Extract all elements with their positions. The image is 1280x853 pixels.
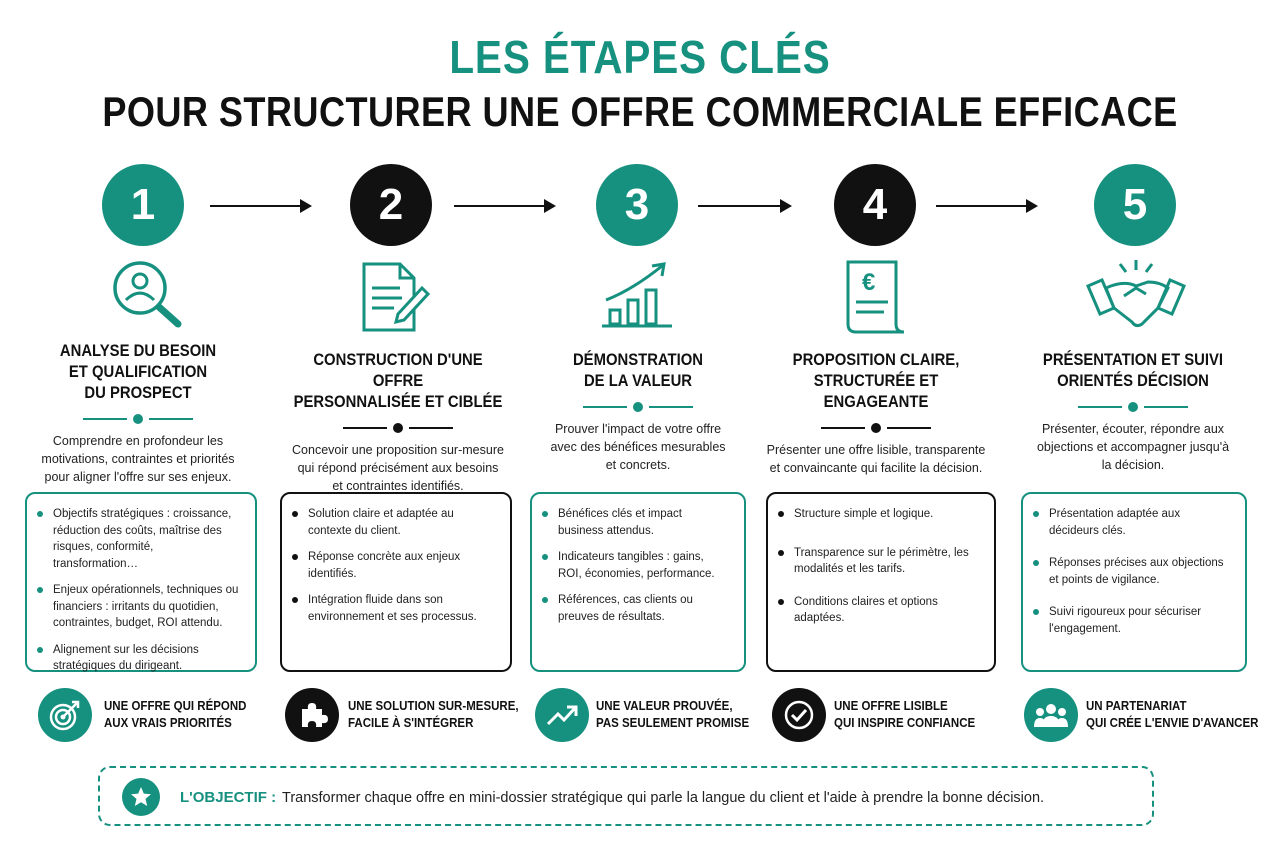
step-1-number: 1 bbox=[102, 164, 184, 246]
list-item: Solution claire et adaptée au contexte du client. bbox=[300, 506, 496, 539]
arrow-2-3 bbox=[454, 205, 554, 207]
step-2-column bbox=[280, 350, 516, 495]
step-5-badge-text: UN PARTENARIAT QUI CRÉE L'ENVIE D'AVANCER bbox=[1086, 699, 1259, 730]
list-item: Enjeux opérationnels, techniques ou financiers : irritants du quotidien, contraintes, budget, ROI attendu. bbox=[45, 582, 241, 632]
step-2-description: Concevoir une proposition sur-mesure qui répond précisément aux besoins et contraintes identifiés. bbox=[292, 443, 504, 493]
step-3-column bbox=[520, 350, 756, 474]
step-3-divider bbox=[583, 402, 693, 412]
arrow-3-4 bbox=[698, 205, 790, 207]
step-4-description: Présenter une offre lisible, transparente et convaincante qui facilite la décision. bbox=[766, 443, 986, 475]
step-1-divider bbox=[83, 414, 193, 424]
step-4-divider bbox=[821, 423, 931, 433]
step-1-badge-text: UNE OFFRE QUI RÉPOND AUX VRAIS PRIORITÉS bbox=[104, 699, 247, 730]
step-4-badge-text: UNE OFFRE LISIBLE QUI INSPIRE CONFIANCE bbox=[834, 699, 976, 730]
star-icon bbox=[122, 778, 160, 816]
list-item: Indicateurs tangibles : gains, ROI, économies, performance. bbox=[550, 549, 730, 582]
step-2-badge-text: UNE SOLUTION SUR-MESURE, FACILE À S'INTÉGRER bbox=[348, 699, 519, 730]
step-5-title: PRÉSENTATION ET SUIVI ORIENTÉS DÉCISION bbox=[1042, 351, 1224, 390]
trend-up-icon bbox=[535, 688, 589, 742]
step-1-title: ANALYSE DU BESOIN ET QUALIFICATION DU PROSPECT bbox=[59, 342, 217, 402]
list-item: Réponse concrète aux enjeux identifiés. bbox=[300, 549, 496, 582]
step-3-title: DÉMONSTRATION DE LA VALEUR bbox=[572, 351, 704, 390]
step-5-description: Présenter, écouter, répondre aux objections et accompagner jusqu'à la décision. bbox=[1036, 422, 1230, 472]
title-line-1: LES ÉTAPES CLÉS bbox=[449, 31, 831, 83]
step-1-description: Comprendre en profondeur les motivations, contraintes et priorités pour aligner l'offre sur ses enjeux. bbox=[41, 434, 235, 484]
list-item: Réponses précises aux objections et points de vigilance. bbox=[1041, 555, 1231, 588]
step-2-divider bbox=[343, 423, 453, 433]
step-5-divider bbox=[1078, 402, 1188, 412]
list-item: Références, cas clients ou preuves de résultats. bbox=[550, 592, 730, 625]
objective-box bbox=[98, 766, 1154, 826]
step-3-bullets bbox=[530, 492, 746, 672]
step-4-title: PROPOSITION CLAIRE, STRUCTURÉE ET ENGAGEANTE bbox=[792, 351, 960, 411]
objective-label: L'OBJECTIF : bbox=[180, 789, 277, 806]
list-item: Présentation adaptée aux décideurs clés. bbox=[1041, 506, 1231, 539]
list-item: Conditions claires et options adaptées. bbox=[786, 594, 980, 627]
list-item: Transparence sur le périmètre, les modalités et les tarifs. bbox=[786, 545, 980, 578]
title-line-2: POUR STRUCTURER UNE OFFRE COMMERCIALE EFFICACE bbox=[102, 88, 1178, 135]
svg-text:€: € bbox=[862, 269, 876, 296]
step-4-column bbox=[758, 350, 994, 477]
list-item: Structure simple et logique. bbox=[786, 506, 980, 523]
objective-text: Transformer chaque offre en mini-dossier stratégique qui parle la langue du client et l'aide à prendre la bonne décision. bbox=[282, 790, 1045, 806]
step-2-title: CONSTRUCTION D'UNE OFFRE PERSONNALISÉE ET CIBLÉE bbox=[293, 351, 503, 411]
step-2-number: 2 bbox=[350, 164, 432, 246]
growth-chart-icon bbox=[600, 260, 676, 330]
euro-document-icon bbox=[844, 258, 908, 336]
step-3-badge-text: UNE VALEUR PROUVÉE, PAS SEULEMENT PROMISE bbox=[596, 699, 750, 730]
step-5-column bbox=[1015, 350, 1251, 474]
group-icon bbox=[1024, 688, 1078, 742]
list-item: Intégration fluide dans son environnement et ses processus. bbox=[300, 592, 496, 625]
step-4-number: 4 bbox=[834, 164, 916, 246]
handshake-icon bbox=[1084, 258, 1188, 334]
search-person-icon bbox=[110, 258, 186, 332]
step-3-number: 3 bbox=[596, 164, 678, 246]
step-1-bullets bbox=[25, 492, 257, 672]
step-4-bullets bbox=[766, 492, 996, 672]
step-5-bullets bbox=[1021, 492, 1247, 672]
target-icon bbox=[38, 688, 92, 742]
step-3-description: Prouver l'impact de votre offre avec des bénéfices mesurables et concrets. bbox=[550, 422, 726, 472]
arrow-4-5 bbox=[936, 205, 1036, 207]
list-item: Bénéfices clés et impact business attendus. bbox=[550, 506, 730, 539]
list-item: Alignement sur les décisions stratégiques du dirigeant. bbox=[45, 642, 241, 675]
check-circle-icon bbox=[772, 688, 826, 742]
document-pen-icon bbox=[360, 260, 432, 334]
step-5-number: 5 bbox=[1094, 164, 1176, 246]
list-item: Suivi rigoureux pour sécuriser l'engagement. bbox=[1041, 604, 1231, 637]
step-2-bullets bbox=[280, 492, 512, 672]
puzzle-icon bbox=[285, 688, 339, 742]
list-item: Objectifs stratégiques : croissance, réduction des coûts, maîtrise des risques, conformité, transformation… bbox=[45, 506, 241, 572]
arrow-1-2 bbox=[210, 205, 310, 207]
step-1-column bbox=[20, 341, 256, 486]
